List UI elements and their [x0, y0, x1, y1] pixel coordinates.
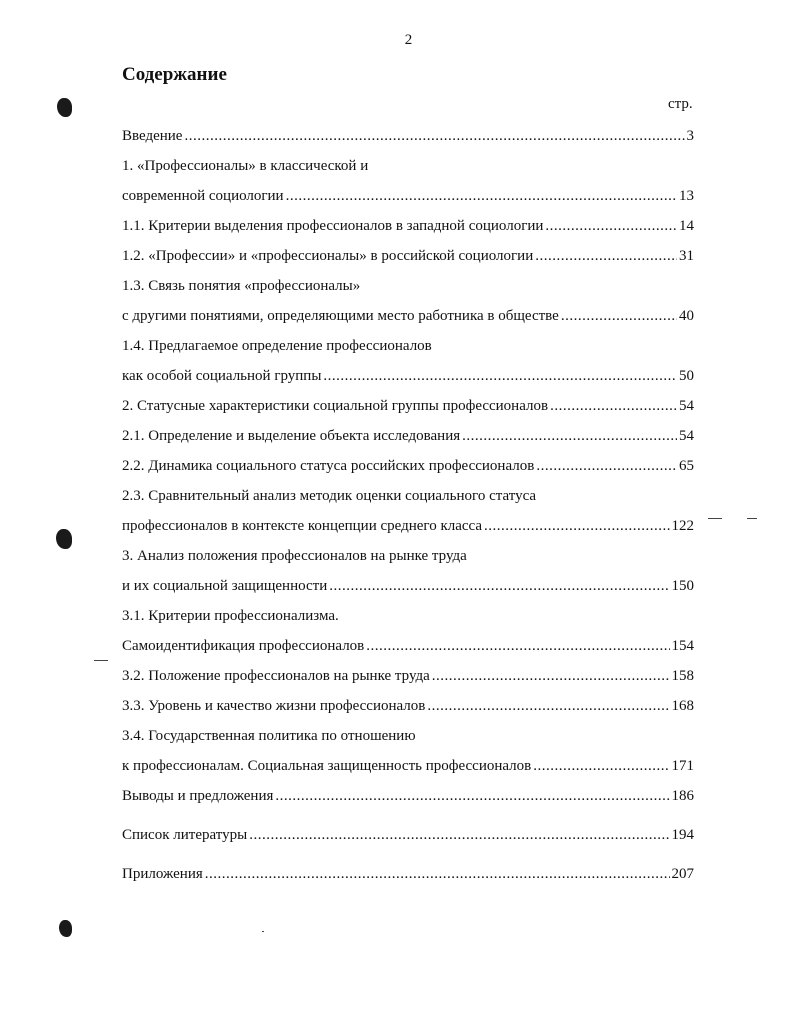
toc-entry-text: 3. Анализ положения профессионалов на рынке труда [122, 548, 467, 564]
scan-speck [708, 518, 722, 519]
toc-entry [122, 391, 694, 421]
toc-entry-text: 3.2. Положение профессионалов на рынке труда [122, 668, 430, 684]
toc-entry-text: 2.1. Определение и выделение объекта исследования [122, 428, 461, 444]
toc-dot-leader [533, 751, 669, 781]
toc-entry-page: 186 [671, 788, 694, 804]
toc-dot-leader [323, 361, 677, 391]
toc-entry [122, 859, 694, 889]
toc-entry-page: 40 [679, 308, 694, 324]
toc-entry-text: 1.1. Критерии выделения профессионалов в западной социологии [122, 218, 544, 234]
toc-entry-text: 2. Статусные характеристики социальной группы профессионалов [122, 398, 549, 414]
toc-entry-text: Самоидентификация профессионалов [122, 638, 365, 654]
toc-entry-text: 1. «Профессионалы» в классической и [122, 158, 369, 174]
toc-entry [122, 661, 694, 691]
toc-entry [122, 481, 694, 511]
toc-entry [122, 331, 694, 361]
toc-entry [122, 571, 694, 601]
scan-speck [747, 518, 757, 519]
toc-dot-leader [550, 391, 677, 421]
toc-entry-text: профессионалов в контексте концепции среднего класса [122, 518, 483, 534]
toc-entry-text: 3.1. Критерии профессионализма. [122, 608, 339, 624]
scan-blot [57, 98, 72, 117]
toc-dot-leader [275, 781, 669, 811]
toc-entry-page: 54 [679, 428, 694, 444]
toc-dot-leader [249, 820, 669, 850]
toc-entry-text: с другими понятиями, определяющими место работника в обществе [122, 308, 559, 324]
toc-entry-page: 14 [679, 218, 694, 234]
toc-entry-page: 158 [671, 668, 694, 684]
toc-entry [122, 271, 694, 301]
toc-entry [122, 631, 694, 661]
toc-entry-page: 207 [671, 866, 694, 882]
toc-entry [122, 781, 694, 811]
toc-entry-page: 13 [679, 188, 694, 204]
toc-entry [122, 121, 694, 151]
toc-entry-page: 154 [671, 638, 694, 654]
toc-entry-text: 3.3. Уровень и качество жизни профессионалов [122, 698, 426, 714]
toc-entry [122, 151, 694, 181]
toc-entry [122, 241, 694, 271]
toc-entry-text: Выводы и предложения [122, 788, 274, 804]
toc-entry [122, 751, 694, 781]
toc-dot-leader [432, 661, 670, 691]
toc-entry [122, 301, 694, 331]
toc-dot-leader [184, 121, 684, 151]
scan-speck [94, 660, 108, 661]
toc-entry [122, 421, 694, 451]
toc-entry [122, 451, 694, 481]
toc-entry-text: 3.4. Государственная политика по отношению [122, 728, 416, 744]
scan-blot [59, 920, 72, 937]
toc-entry-text: Список литературы [122, 827, 248, 843]
toc-entry-page: 194 [671, 827, 694, 843]
toc-entry [122, 601, 694, 631]
toc-entry-text: как особой социальной группы [122, 368, 322, 384]
toc-entry [122, 721, 694, 751]
page-number: 2 [404, 32, 413, 48]
toc-entry-page: 3 [686, 128, 694, 144]
toc-dot-leader [536, 451, 677, 481]
toc-entry-text: и их социальной защищенности [122, 578, 328, 594]
toc-entry-text: современной социологии [122, 188, 284, 204]
toc-entry-page: 171 [671, 758, 694, 774]
toc-dot-leader [561, 301, 677, 331]
toc-entry-page: 50 [679, 368, 694, 384]
toc-entry-text: к профессионалам. Социальная защищенность профессионалов [122, 758, 532, 774]
scan-blot [56, 529, 72, 549]
toc-entry-page: 168 [671, 698, 694, 714]
toc-entry [122, 211, 694, 241]
toc-dot-leader [286, 181, 677, 211]
toc-entry-text: 1.2. «Профессии» и «профессионалы» в российской социологии [122, 248, 534, 264]
toc-entry-text: Введение [122, 128, 183, 144]
toc-entry-text: 1.3. Связь понятия «профессионалы» [122, 278, 361, 294]
toc-entry-text: Приложения [122, 866, 203, 882]
toc-entry-page: 65 [679, 458, 694, 474]
toc-entry-text: 2.3. Сравнительный анализ методик оценки социального статуса [122, 488, 537, 504]
toc-dot-leader [462, 421, 677, 451]
scan-speck [262, 931, 264, 932]
toc-entry [122, 361, 694, 391]
pages-column-header: стр. [668, 96, 693, 112]
toc-entry [122, 691, 694, 721]
page-title: Содержание [122, 64, 227, 85]
toc-entry-text: 1.4. Предлагаемое определение профессионалов [122, 338, 432, 354]
toc-entry-page: 54 [679, 398, 694, 414]
toc-dot-leader [535, 241, 677, 271]
toc-dot-leader [545, 211, 677, 241]
toc-entry-page: 31 [679, 248, 694, 264]
toc-entry [122, 511, 694, 541]
table-of-contents [122, 121, 694, 889]
toc-dot-leader [329, 571, 669, 601]
toc-dot-leader [427, 691, 669, 721]
toc-dot-leader [366, 631, 669, 661]
toc-entry-page: 150 [671, 578, 694, 594]
toc-entry [122, 541, 694, 571]
toc-entry [122, 820, 694, 850]
toc-entry-page: 122 [671, 518, 694, 534]
toc-dot-leader [205, 859, 670, 889]
toc-entry-text: 2.2. Динамика социального статуса российских профессионалов [122, 458, 535, 474]
toc-dot-leader [484, 511, 669, 541]
toc-entry [122, 181, 694, 211]
